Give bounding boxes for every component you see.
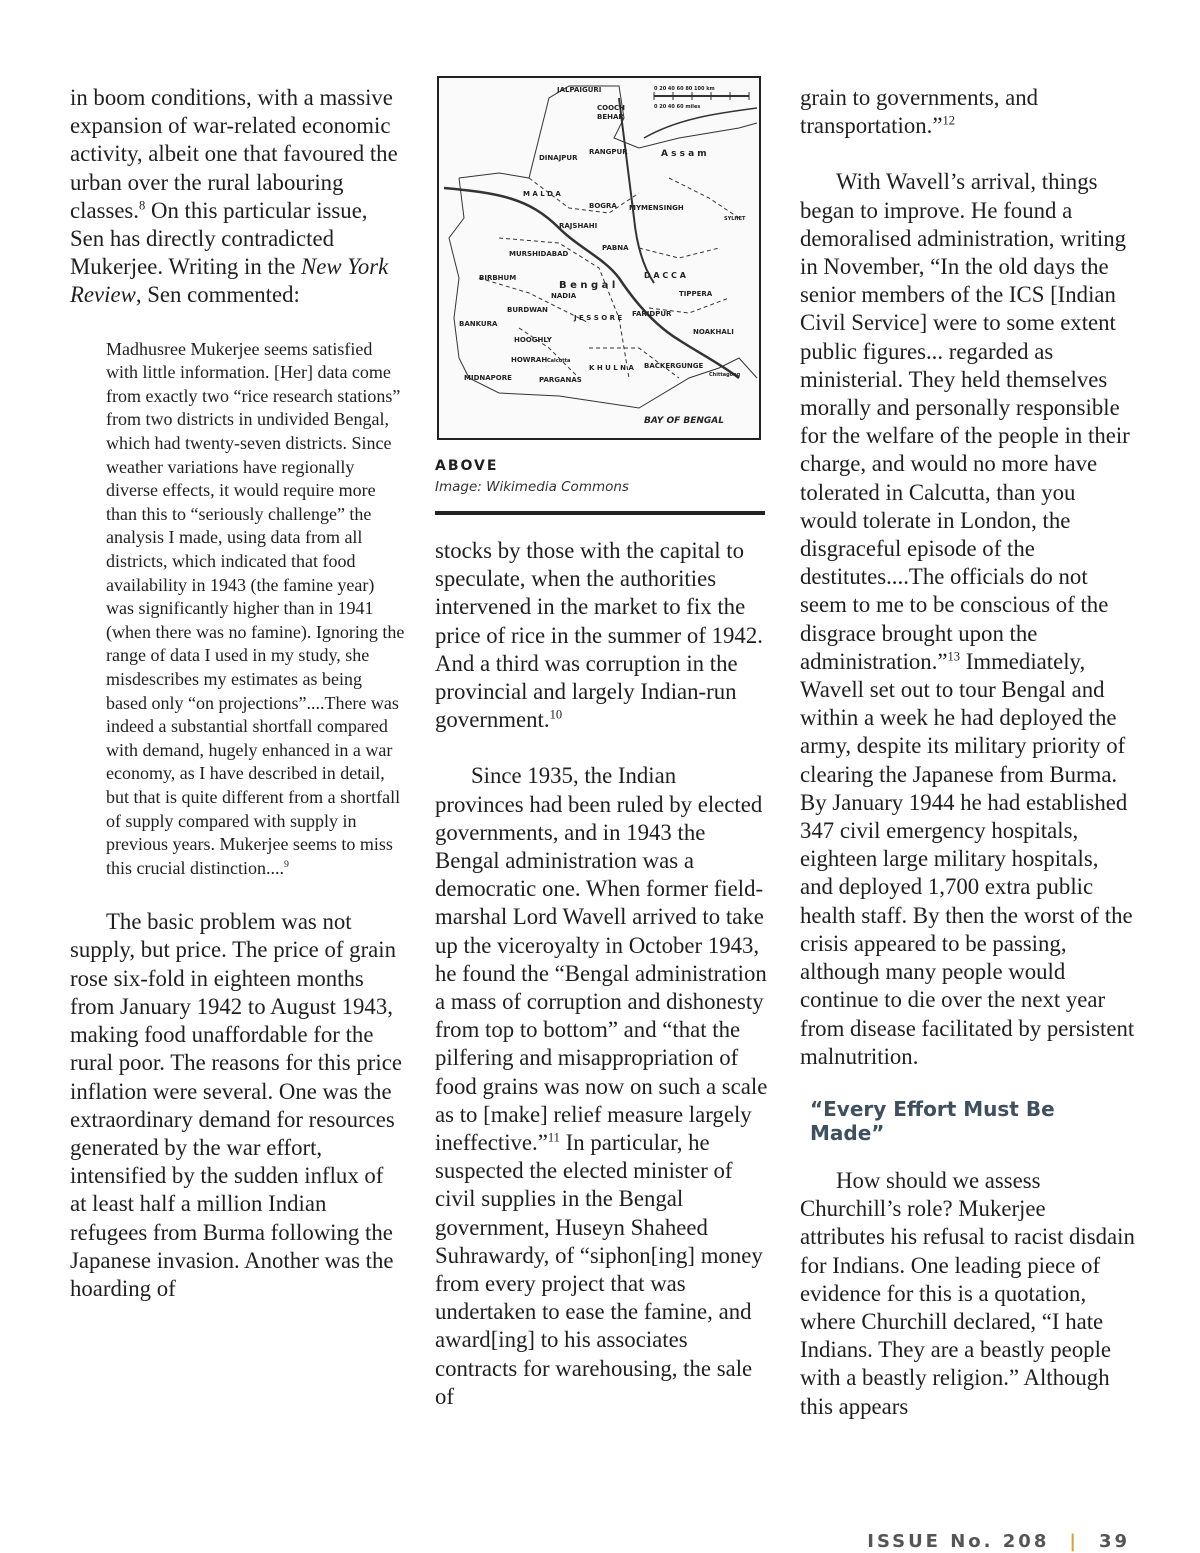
text-run: The basic problem was not supply, but price. The price of grain rose six-fold in eighteen months from January 1942 to August 1943, making food unaffordable for the rural poor. The reasons for this price inflation were several. One was the extraordinary demand for resources generated by the war effort, intensified by the sudden influx of at least half a million Indian refugees from Burma following the Japanese invasion. Another was the hoarding of <box>70 909 402 1301</box>
footnote-ref: 11 <box>547 1130 560 1145</box>
map-label: B e n g a l <box>559 280 616 291</box>
block-quote <box>106 338 405 881</box>
page-footer <box>867 1531 1130 1552</box>
map-label: BAY OF BENGAL <box>644 416 725 426</box>
caption-credit: Image: Wikimedia Commons <box>435 479 629 495</box>
paragraph <box>435 537 770 734</box>
map-label: FARIDPUR <box>632 310 672 318</box>
italic-text: New York Review <box>70 254 389 308</box>
map-label: NADIA <box>551 292 577 300</box>
text-run: grain to governments, and transportation.” <box>800 85 1039 139</box>
text-run: With Wavell’s arrival, things began to improve. He found a demoralised administration, writing in November, “In the old days the senior members of the ICS [Indian Civil Service] were to some extent public figures... regarded as ministerial. They held themselves morally and personally responsible for the welfare of the people in their charge, and would no more have tolerated in Calcutta, than you would tolerate in London, the disgraceful episode of the destitutes....The officials do not seem to me to be conscious of the disgrace brought upon the administration.” <box>800 169 1130 674</box>
text-run: How should we assess Churchill’s role? Mukerjee attributes his refusal to racist disdain for Indians. One leading piece of evidence for this is a quotation, where Churchill declared, “I hate Indians. They are a beastly people with a beastly religion.” Although this appears <box>800 1167 1135 1419</box>
text-run: Immediately, Wavell set out to tour Bengal and within a week he had deployed the army, despite its military priority of clearing the Japanese from Burma. By January 1944 he had established 347 civil emergency hospitals, eighteen large military hospitals, and deployed 1,700 extra public health staff. By then the worst of the crisis appeared to be passing, although many people would continue to die over the next year from disease facilitated by persistent malnutrition. <box>800 648 1135 1069</box>
map-label: BEHAR <box>597 113 624 121</box>
map-label: COOCH <box>597 104 626 112</box>
map-label: A s s a m <box>661 149 707 159</box>
paragraph <box>800 168 1135 1071</box>
text-run: Madhusree Mukerjee seems satisfied with little information. [Her] data come from exactly two “rice research stations” from two districts in undivided Bengal, which had twenty-seven districts. Since weather variations have regionally diverse effects, it would require more than this to “seriously challenge” the analysis I made, using data from all districts, which indicated that food availability in 1943 (the famine year) was significantly higher than in 1941 (when there was no famine). Ignoring the range of data I used in my study, she misdescribes my estimates as being based only “on projections”....There was indeed a substantial shortfall compared with demand, hugely enhanced in a war economy, as I have described in detail, but that is quite different from a shortfall of supply compared with supply in previous years. Mukerjee seems to miss this crucial distinction.... <box>106 338 405 878</box>
paragraph <box>70 84 405 310</box>
map-label: MYMENSINGH <box>629 204 684 212</box>
paragraph <box>800 1167 1135 1421</box>
section-heading: “Every Effort Must Be Made” <box>810 1096 1055 1145</box>
map-label: SYLHET <box>724 216 746 222</box>
map-label: BOGRA <box>589 202 617 210</box>
text-run: On this particular issue, Sen has directly contradicted Mukerjee. Writing in the <box>70 197 368 280</box>
column-2 <box>435 76 770 1411</box>
map-label: JALPAIGURI <box>557 86 602 94</box>
footnote-ref: 13 <box>947 649 961 664</box>
bengal-map <box>439 78 759 438</box>
bengal-map-figure <box>437 76 761 440</box>
footnote-ref: 8 <box>139 198 146 213</box>
map-label: DINAJPUR <box>539 154 578 162</box>
issue-number: ISSUE No. 208 <box>867 1531 1050 1552</box>
map-label: HOOGHLY <box>514 336 552 344</box>
map-label: MIDNAPORE <box>464 374 512 382</box>
footer-separator: | <box>1069 1531 1079 1552</box>
footnote-ref: 9 <box>283 858 289 870</box>
map-label: Chittagong <box>709 372 741 378</box>
page-number: 39 <box>1098 1531 1130 1552</box>
paragraph <box>70 908 405 1303</box>
map-label: PABNA <box>602 244 629 252</box>
column-3 <box>800 84 1135 1421</box>
map-label: M A L D A <box>523 190 561 198</box>
map-label: J E S S O R E <box>574 314 623 322</box>
text-run: in boom conditions, with a massive expansion of war-related economic activity, albeit one that favoured the urban over the rural labouring classes. <box>70 85 398 223</box>
map-label: RAJSHAHI <box>559 222 598 230</box>
map-label: PARGANAS <box>539 376 582 384</box>
map-label: TIPPERA <box>679 290 713 298</box>
map-label: K H U L N A <box>589 364 634 372</box>
caption-title: ABOVE <box>435 458 499 474</box>
map-scale-miles: 0 20 40 60 miles <box>654 104 701 110</box>
map-label: MURSHIDABAD <box>509 250 569 258</box>
paragraph <box>435 762 770 1411</box>
map-label: RANGPUR <box>589 148 628 156</box>
map-label: NOAKHALI <box>693 328 734 336</box>
text-run: Since 1935, the Indian provinces had been ruled by elected governments, and in 1943 the Bengal administration was a democratic one. When former field-marshal Lord Wavell arrived to take up the viceroyalty in October 1943, he found the “Bengal administration a mass of corruption and dishonesty from top to bottom” and “that the pilfering and misappropriation of food grains was now on such a scale as to [make] relief measure largely ineffective.” <box>435 763 768 1156</box>
map-label: BACKERGUNGE <box>644 362 704 370</box>
map-label: D A C C A <box>644 271 686 280</box>
text-run: stocks by those with the capital to speculate, when the authorities intervened in the market to fix the price of rice in the summer of 1942. And a third was corruption in the provincial and largely Indian-run government. <box>435 538 763 733</box>
text-run: , Sen commented: <box>135 282 300 308</box>
map-label: BURDWAN <box>507 306 548 314</box>
map-label: Calcutta <box>547 358 571 364</box>
map-scale-km: 0 20 40 60 80 100 km <box>654 86 715 92</box>
map-label: HOWRAH <box>511 356 548 364</box>
paragraph <box>800 84 1135 140</box>
map-label: BANKURA <box>459 320 498 328</box>
map-label: BIRBHUM <box>479 274 517 282</box>
footnote-ref: 12 <box>942 113 955 128</box>
column-1 <box>70 84 405 1303</box>
footnote-ref: 10 <box>549 707 563 722</box>
text-run: In particular, he suspected the elected minister of civil supplies in the Bengal government, Huseyn Shaheed Suhrawardy, of “siphon[ing] money from every project that was undertaken to ease the famine, and award[ing] to his associates contracts for warehousing, the sale of <box>435 1130 763 1409</box>
